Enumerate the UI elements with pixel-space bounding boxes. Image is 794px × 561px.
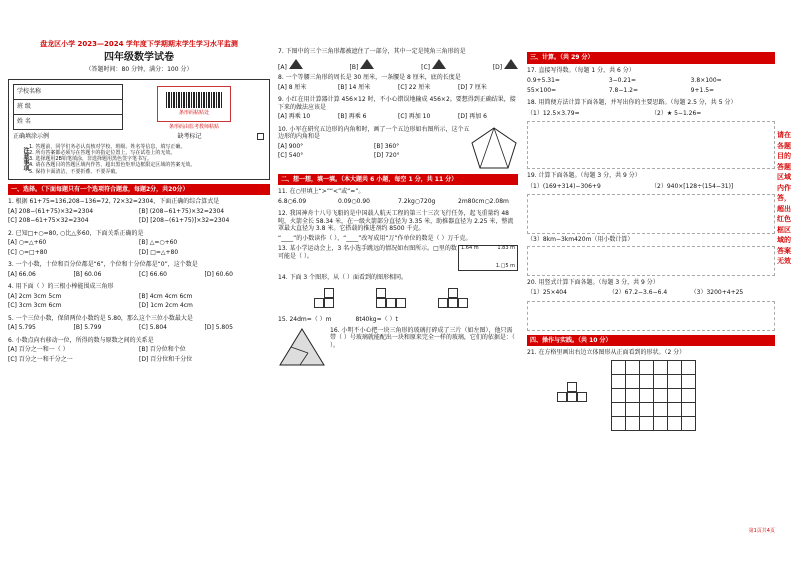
question-18 xyxy=(527,99,775,169)
q8-stem: 8. 一个等腰三角形的周长是 30 厘米，一条腰是 8 厘米，底的长度是 xyxy=(278,74,461,81)
cube-figure-2 xyxy=(376,285,416,311)
section2-header: 二、想一想，填一填。（本大题共 6 小题，每空 1 分，共 11 分） xyxy=(278,174,518,186)
q8-option-b[interactable]: [B] 14 厘米 xyxy=(338,83,371,91)
q13-stem: 13. 某小学运动会上，3 名小选手跳远的情况如右图所示。□里的数可能是（ ）。 xyxy=(278,245,457,260)
q7-option-d[interactable] xyxy=(493,59,518,72)
q17-item-3[interactable]: 3.8×100= xyxy=(690,77,722,84)
note-2: 2. 所有答案都必须写在答题卡的指定位置上，写在试卷上的无效。 xyxy=(29,149,176,156)
question-15 xyxy=(278,316,518,324)
note-3: 3. 选择题用2B铅笔填涂，非选择题用黑色签字笔书写。 xyxy=(29,156,152,162)
q3-option-a[interactable]: [A] 66.06 xyxy=(8,270,36,278)
q5-option-c[interactable]: [C] 5.804 xyxy=(139,324,167,332)
question-21 xyxy=(527,349,775,431)
exam-title: 盘龙区小学 2023—2024 学年度下学期期末学生学习水平监测 xyxy=(40,40,238,48)
q7-option-a[interactable] xyxy=(278,59,303,72)
q18-stem: 18. 用简便方法计算下面各题，并写出你的主要思路。（每题 2.5 分，共 5 分） xyxy=(527,99,737,106)
question-1 xyxy=(8,198,270,227)
q2-stem: 2. 已知□+○=80, ○比△多60，下面关系正确的是 xyxy=(8,229,144,237)
q2-option-c[interactable]: [C] ○=□+80 xyxy=(8,248,48,256)
q15-part-1[interactable]: 15. 24dm=（ ）m xyxy=(278,316,332,323)
question-11 xyxy=(278,188,518,207)
q14-stem: 14. 下面 3 个图形，从（ ）面看到的图形相同。 xyxy=(278,274,407,281)
q19-stem: 19. 计算下面各题。（每题 3 分，共 9 分） xyxy=(527,172,641,179)
q3-option-d[interactable]: [D] 60.60 xyxy=(204,270,233,278)
q20-item-2[interactable]: （2）67.2−3.6−6.4 xyxy=(608,289,668,296)
q6-option-a[interactable]: [A] 百分之一和一（ ） xyxy=(8,346,69,354)
question-4 xyxy=(8,283,270,312)
q7-d-label: [D] xyxy=(492,63,503,71)
q3-stem: 3. 一个小数，十位和百分位都是“6”，个位和十分位都是“0”，这个数是 xyxy=(8,261,198,269)
question-7 xyxy=(278,48,518,71)
absent-label: 缺考标记 xyxy=(177,133,202,140)
label-name: 姓 名 xyxy=(14,114,123,129)
q17-stem: 17. 直接写得数。（每题 1 分，共 6 分） xyxy=(527,66,635,74)
section1-header: 一、选择。（下面每题只有一个选项符合题意，每题2分，共20分） xyxy=(8,184,270,196)
q9-option-c[interactable]: [C] 再加 10 xyxy=(398,113,431,120)
triangle-icon xyxy=(504,59,518,69)
absent-checkbox[interactable] xyxy=(257,133,264,140)
q6-option-d[interactable]: [D] 百分位和千分位 xyxy=(139,355,193,363)
jump-mark-2: 1.83 m xyxy=(497,245,515,251)
q1-option-b[interactable]: [B] (208−61+75)×32=2304 xyxy=(139,207,225,215)
q7-stem: 7. 下图中的三个三角形都被遮住了一部分，其中一定是钝角三角形的是 xyxy=(278,48,466,55)
question-6 xyxy=(8,337,270,366)
middle-column xyxy=(278,48,518,367)
q4-option-d[interactable]: [D] 1cm 2cm 4cm xyxy=(139,302,193,310)
time-score: （答题时间：80 分钟，满分：100 分） xyxy=(85,66,193,74)
left-column xyxy=(8,0,270,561)
question-5 xyxy=(8,315,270,334)
label-school: 学校名称 xyxy=(14,84,123,99)
fill-example-label: 正确填涂示例 xyxy=(13,133,50,140)
q6-option-c[interactable]: [C] 百分之一和千分之一 xyxy=(8,355,73,363)
q8-option-c[interactable]: [C] 22 厘米 xyxy=(398,83,431,91)
barcode-label: 条形码粘贴处 xyxy=(178,109,209,116)
section4-header: 四、操作与实践。（共 10 分） xyxy=(527,335,775,347)
q12-blanks[interactable]: “____”的小数读作（ ），“____”改写成用“万”作单位的数是（ ）万千克。 xyxy=(278,234,472,242)
q2-option-a[interactable]: [A] ○=△+60 xyxy=(8,239,47,247)
note-5: 5. 保持卡面清洁，不要折叠、不要弄破。 xyxy=(29,168,121,175)
q1-option-c[interactable]: [C] 208−61+75×32=2304 xyxy=(8,217,89,225)
notes-title: 注意事项 xyxy=(22,147,29,172)
q20-stem: 20. 用竖式计算下面各题。（每题 3 分，共 9 分） xyxy=(527,278,659,286)
triangle-icon xyxy=(432,59,446,69)
q11-item-4[interactable]: 2m80cm○2.08m xyxy=(458,197,509,205)
page-mark: 第1页共4页 xyxy=(748,528,775,534)
triangle-icon xyxy=(360,59,374,69)
q4-stem: 4. 用下面（ ）的三根小棒能围成三角形 xyxy=(8,283,114,291)
question-10 xyxy=(278,126,518,170)
jump-mark-1: 1.64 m xyxy=(461,245,479,251)
info-block xyxy=(8,79,270,180)
q2-option-b[interactable]: [B] △=○+60 xyxy=(139,239,178,247)
sidebar-warning: 请在各题目的答题区域内作答，超出红色框区域的答案无效 xyxy=(777,131,791,265)
q19-item-3[interactable]: （3）8km−3km420m（用小数计算） xyxy=(527,236,634,243)
q8-option-a[interactable]: [A] 8 厘米 xyxy=(278,83,307,91)
q19-item-2[interactable]: （2）940×[128÷(154−31)] xyxy=(651,182,734,190)
barcode-note: 条形码由监考教师粘贴 xyxy=(168,123,219,130)
q7-b-label: [B] xyxy=(349,63,359,71)
q17-item-4[interactable]: 55×100= xyxy=(527,86,557,94)
q7-option-b[interactable] xyxy=(350,59,375,72)
q17-item-6[interactable]: 9+1.5= xyxy=(690,86,715,94)
q3-option-b[interactable]: [B] 60.06 xyxy=(73,270,102,278)
question-17 xyxy=(527,67,775,97)
exam-subtitle: 四年级数学试卷 xyxy=(104,51,174,63)
student-info-table xyxy=(13,84,123,130)
q20-item-3[interactable]: （3）3200+4+25 xyxy=(690,289,744,296)
solid-figure xyxy=(557,372,597,412)
q12-stem: 12. 我国神舟十八号飞船的是中国载人航天工程的第三十三次飞行任务，起飞重量约 48 吨，火箭全长 58.34 米，在一级火箭部分直径为 3.35 米，助推器直径为 2.25 米，整流罩最大直径为 3.8 米。它搭载的推进剂约 8500 千克。 xyxy=(278,210,514,232)
question-3 xyxy=(8,261,270,280)
q20-item-1[interactable]: （1）25×404 xyxy=(527,289,567,296)
q10-option-c[interactable]: [C] 540° xyxy=(278,152,304,159)
q19-item-1[interactable]: （1）(169+314)−306+9 xyxy=(527,182,601,190)
q7-a-label: [A] xyxy=(278,63,287,71)
q2-option-d[interactable]: [D] □=△+80 xyxy=(139,248,179,256)
q17-item-2[interactable]: 3−0.21= xyxy=(608,77,637,84)
q6-option-b[interactable]: [B] 百分位和个位 xyxy=(139,346,186,354)
q5-stem: 5. 一个三位小数，保留两位小数约是 5.80，那么这个三位小数最大是 xyxy=(8,314,193,322)
broken-glass-icon xyxy=(278,327,326,367)
q10-option-a[interactable]: [A] 900° xyxy=(278,142,304,150)
q4-option-b[interactable]: [B] 4cm 4cm 6cm xyxy=(139,292,193,300)
q11-item-1[interactable]: 6.8○6.09 xyxy=(278,197,307,205)
jump-mark-3: 1.□5 m xyxy=(495,262,515,269)
label-class: 班 级 xyxy=(14,99,123,114)
cube-figure-1 xyxy=(314,285,354,311)
q17-item-5[interactable]: 7.8−1.2= xyxy=(608,86,638,94)
q4-option-c[interactable]: [C] 3cm 3cm 6cm xyxy=(8,302,62,310)
question-14 xyxy=(278,274,518,313)
q6-stem: 6. 小数点向右移动一位，所得的数与原数之间的关系是 xyxy=(8,336,154,344)
question-8 xyxy=(278,74,518,93)
question-12 xyxy=(278,210,518,242)
q10-stem: 10. 小军在研究五边形的内角和时，画了一个五边形如右图所示，这个五边形的内角和是 xyxy=(278,125,470,140)
q4-option-a[interactable]: [A] 2cm 3cm 5cm xyxy=(8,292,62,300)
q18-item-1[interactable]: （1）12.5×3.79= xyxy=(527,109,580,117)
question-2 xyxy=(8,230,270,259)
q18-answer-area[interactable] xyxy=(527,121,775,169)
q20-answer-area[interactable] xyxy=(527,301,775,331)
q11-stem: 11. 在○里填上“>”“<”或“=”。 xyxy=(278,188,365,195)
q19-3-answer-area[interactable] xyxy=(527,246,775,276)
barcode-icon xyxy=(166,92,222,108)
q1-stem: 1. 根据 61+75=136,208−136=72, 72×32=2304，下面正确的综合算式是 xyxy=(8,198,220,206)
q16-stem: 16. 小明不小心把一块三角形的玻璃打碎成了三片（如左图），他只需带（ ）号玻璃就能配出一块和原来完全一样的玻璃，它们的依据是：（ ）。 xyxy=(330,326,515,349)
answer-grid[interactable] xyxy=(611,360,696,431)
q3-option-c[interactable]: [C] 66.60 xyxy=(139,270,167,278)
q7-option-c[interactable] xyxy=(421,59,446,72)
q1-option-a[interactable]: [A] 208−(61+75)×32=2304 xyxy=(8,207,94,215)
q9-stem: 9. 小红在用计算器计算 456×12 时，不小心错误地输成 456×2。要想得到正确结果，接下来的做法应该是 xyxy=(278,96,516,111)
q19-answer-area[interactable] xyxy=(527,194,775,234)
q5-option-b[interactable]: [B] 5.799 xyxy=(73,324,102,332)
barcode-area xyxy=(157,86,231,122)
q9-option-b[interactable]: [B] 再乘 6 xyxy=(338,113,367,120)
q5-option-a[interactable]: [A] 5.795 xyxy=(8,324,36,332)
question-16 xyxy=(278,327,518,367)
q18-item-2[interactable]: （2）★ 5−1.26= xyxy=(651,109,702,117)
pentagon-icon xyxy=(470,126,518,170)
jump-diagram xyxy=(458,245,518,271)
q17-item-1[interactable]: 0.9+5.31= xyxy=(527,77,560,84)
cube-figure-3 xyxy=(438,285,478,311)
q9-option-d[interactable]: [D] 再加 6 xyxy=(458,113,487,120)
q10-option-d[interactable]: [D] 720° xyxy=(374,152,400,159)
q11-item-3[interactable]: 7.2kg○720g xyxy=(398,197,436,205)
q1-option-d[interactable]: [D] [208−(61+75)]×32=2304 xyxy=(139,217,230,225)
question-9 xyxy=(278,96,518,123)
q8-option-d[interactable]: [D] 7 厘米 xyxy=(458,83,487,91)
right-column xyxy=(527,52,775,534)
q7-c-label: [C] xyxy=(421,63,430,71)
question-19 xyxy=(527,172,775,276)
triangle-icon xyxy=(289,59,303,69)
section3-header: 三、计算。（共 29 分） xyxy=(527,52,775,64)
q10-option-b[interactable]: [B] 360° xyxy=(374,142,400,150)
q21-stem: 21. 在方格里画出右边立体图形从正面看到的形状。（2 分） xyxy=(527,349,686,356)
note-1: 1. 答题前，同学们务必认真核对学校、班级、姓名等信息，填写正确。 xyxy=(29,143,186,150)
question-20 xyxy=(527,279,775,331)
question-13 xyxy=(278,245,518,271)
q5-option-d[interactable]: [D] 5.805 xyxy=(204,324,233,332)
q11-item-2[interactable]: 0.09○0.90 xyxy=(338,197,370,205)
q15-part-2[interactable]: 8t40kg=（ ）t xyxy=(355,316,398,323)
note-4: 4. 请在各题目的答题区域内作答，超出黑色矩形边框限定区域的答案无效。 xyxy=(29,162,196,169)
q9-option-a[interactable]: [A] 再乘 10 xyxy=(278,113,311,120)
